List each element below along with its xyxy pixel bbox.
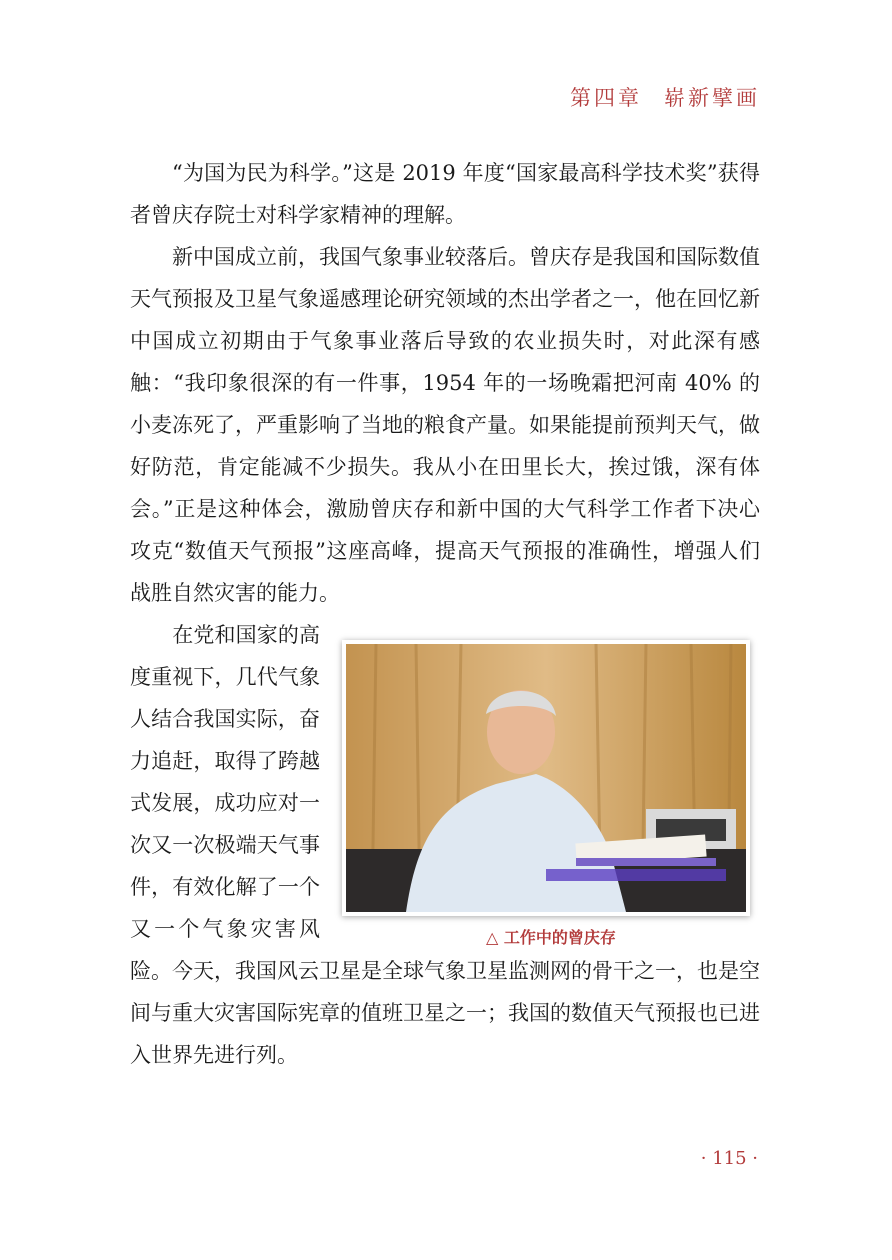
body-text xyxy=(130,152,760,1076)
figure xyxy=(342,640,760,950)
paragraph-3 xyxy=(130,614,760,1076)
running-header xyxy=(570,82,760,112)
page-number: · 115 · xyxy=(700,1148,758,1169)
chapter-label: 第四章 xyxy=(570,86,642,110)
photo-illustration xyxy=(346,644,746,912)
paragraph-2: 新中国成立前，我国气象事业较落后。曾庆存是我国和国际数值天气预报及卫星气象遥感理论研究领域的杰出学者之一，他在回忆新中国成立初期由于气象事业落后导致的农业损失时，对此深有感触：“我印象很深的有一件事，1954 年的一场晚霜把河南 40% 的小麦冻死了，严重影响了当地的粮食产量。如果能提前预判天气，做好防范，肯定能减不少损失。我从小在田里长大，挨过饿，深有体会。”正是这种体会，激励曾庆存和新中国的大气科学工作者下决心攻克“数值天气预报”这座高峰，提高天气预报的准确性，增强人们战胜自然灾害的能力。 xyxy=(130,245,760,605)
paragraph-3-text: 在党和国家的高度重视下，几代气象人结合我国实际，奋力追赶，取得了跨越式发展，成功应对一次又一次极端天气事件，有效化解了一个又一个气象灾害风险。今天，我国风云卫星是全球气象卫星监测网的骨干之一，也是空间与重大灾害国际宪章的值班卫星之一；我国的数值天气预报也已进入世界先进行列。 xyxy=(130,623,760,1067)
chapter-title: 崭新擘画 xyxy=(664,86,760,110)
photo-zeng-qingcun xyxy=(342,640,750,916)
figure-caption: △ 工作中的曾庆存 xyxy=(486,928,616,947)
paragraph-1: “为国为民为科学。”这是 2019 年度“国家最高科学技术奖”获得者曾庆存院士对科学家精神的理解。 xyxy=(130,161,760,227)
